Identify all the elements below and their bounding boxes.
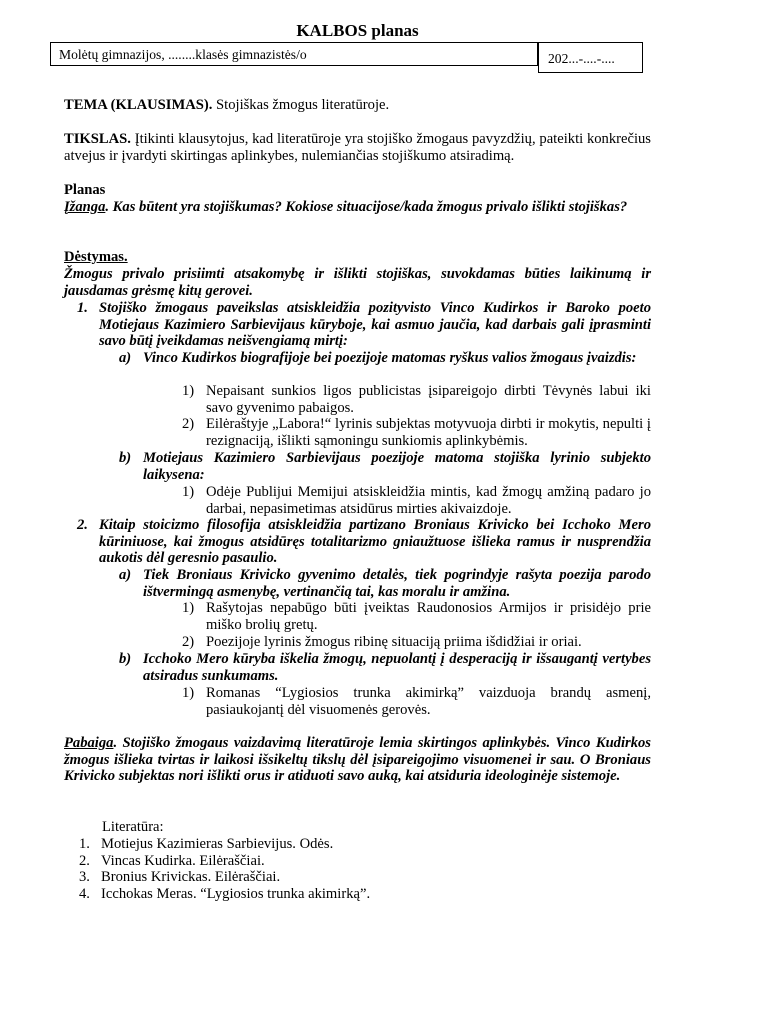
topic-label: TEMA (KLAUSIMAS).: [64, 97, 213, 113]
page-title: KALBOS planas: [296, 21, 419, 40]
literature-heading: Literatūra:: [102, 819, 164, 835]
conclusion-label: Pabaiga: [64, 735, 114, 751]
intro-label: Įžanga: [64, 199, 106, 215]
school-class-field: Molėtų gimnazijos, ........klasės gimnazistės/o: [50, 42, 538, 66]
intro-text: . Kas būtent yra stojiškumas? Kokiose situacijose/kada žmogus privalo išlikti stojiškas?: [105, 199, 628, 215]
date-field: 202...-....-....: [538, 42, 643, 73]
point-2-b-item-1: 1) Romanas “Lygiosios trunka akimirką” vaizduoja brandų asmenį, pasiaukojantį dėl visuomenės gerovės.: [182, 685, 651, 718]
plan-heading: Planas: [64, 182, 106, 198]
literature-list: [64, 836, 651, 902]
point-1-a-item-1: 1) Nepaisant sunkios ligos publicistas įsipareigojo dirbti Tėvynės labui iki savo gyvenimo pabaigos.: [182, 383, 651, 416]
point-2-sub-b: b) Icchoko Mero kūryba iškelia žmogų, nepuolantį į desperaciją ir išsaugantį vertybes atsiradus sunkumams.: [119, 651, 651, 684]
point-2-a-item-1: 1) Rašytojas nepabūgo būti įveiktas Raudonosios Armijos ir prisidėjo prie miško brolių gretų.: [182, 600, 651, 633]
conclusion-text: . Stojiško žmogaus vaizdavimą literatūroje lemia skirtingos aplinkybės. Vinco Kudirkos žmogus išlieka tvirtas ir laikosi išsikeltų tikslų dėl įsipareigojimo visuomenei ir sau. O Broniaus Krivicko subjektas nori išlikti orus ir atiduoti savo auką, kai atsiduria ideologinėje sistemoje.: [64, 735, 651, 785]
point-1-a-item-2: 2) Eilėraštyje „Labora!“ lyrinis subjektas motyvuoja dirbti ir mokytis, nepulti į rezignaciją, išlikti sąmoningu sunkiomis aplinkybėmis.: [182, 416, 651, 449]
conclusion-paragraph: [64, 735, 651, 785]
header-table: [50, 42, 656, 72]
thesis-paragraph: Žmogus privalo prisiimti atsakomybę ir išlikti stojiškas, suvokdamas būties laikinumą ir jausdamas grėsmę kitų gerovei.: [64, 266, 651, 299]
intro-paragraph: [64, 199, 651, 216]
point-1-sub-a: a) Vinco Kudirkos biografijoje bei poezijoje matomas ryškus valios žmogaus įvaizdis:: [119, 350, 637, 366]
point-2-a-item-2: 2) Poezijoje lyrinis žmogus ribinę situaciją priima išdidžiai ir oriai.: [182, 634, 582, 650]
point-2-text: 2. Kitaip stoicizmo filosofija atsiskleidžia partizano Broniaus Krivicko bei Icchoko Mero kūriniuose, kai žmogus atsidūręs totalitarizmo gniaužtuose išlieka ramus ir nusprendžia aukotis dėl geresnio pasaulio.: [77, 517, 651, 567]
body-heading: Dėstymas.: [64, 249, 128, 265]
goal-text: Įtikinti klausytojus, kad literatūroje yra stojiško žmogaus pavyzdžių, pateikti konkrečius atvejus ir įvardyti skirtingas aplinkybes, nulemiančias stojiškumo atsiradimą.: [64, 131, 651, 164]
literature-item: 2. Vincas Kudirka. Eilėraščiai.: [79, 852, 265, 869]
literature-item: 1. Motiejus Kazimieras Sarbievijus. Odės.: [79, 836, 334, 852]
point-1-b-item-1: 1) Odėje Publijui Memijui atsiskleidžia mintis, kad žmogų amžiną padaro jo darbai, nepasimetimas atsidūrus mirties akivaizdoje.: [182, 484, 651, 517]
literature-item: 3. Bronius Krivickas. Eilėraščiai.: [79, 869, 281, 886]
point-1-text: 1. Stojiško žmogaus paveikslas atsiskleidžia pozityvisto Vinco Kudirkos ir Baroko poeto Motiejaus Kazimiero Sarbievijaus kūryboje, kai asmuo jaučia, kad darbais gali įprasminti savo būtį įveikdamas neišvengiamą mirtį:: [77, 300, 651, 350]
topic-line: [64, 97, 651, 114]
plan-point-2: [64, 517, 651, 567]
point-2-sub-a: a) Tiek Broniaus Krivicko gyvenimo detalės, tiek pogrindyje rašyta poezija parodo ištvermingą asmenybę, vertinančią tai, kas moralu ir amžina.: [119, 567, 651, 600]
plan-point-1: [64, 300, 651, 350]
goal-label: TIKSLAS.: [64, 131, 131, 147]
literature-item: 4. Icchokas Meras. “Lygiosios trunka akimirką”.: [79, 885, 371, 902]
point-1-sub-b: b) Motiejaus Kazimiero Sarbievijaus poezijoje matoma stojiška lyrinio subjekto laikysena:: [119, 450, 651, 483]
topic-text: Stojiškas žmogus literatūroje.: [216, 97, 390, 113]
goal-paragraph: [64, 131, 651, 164]
